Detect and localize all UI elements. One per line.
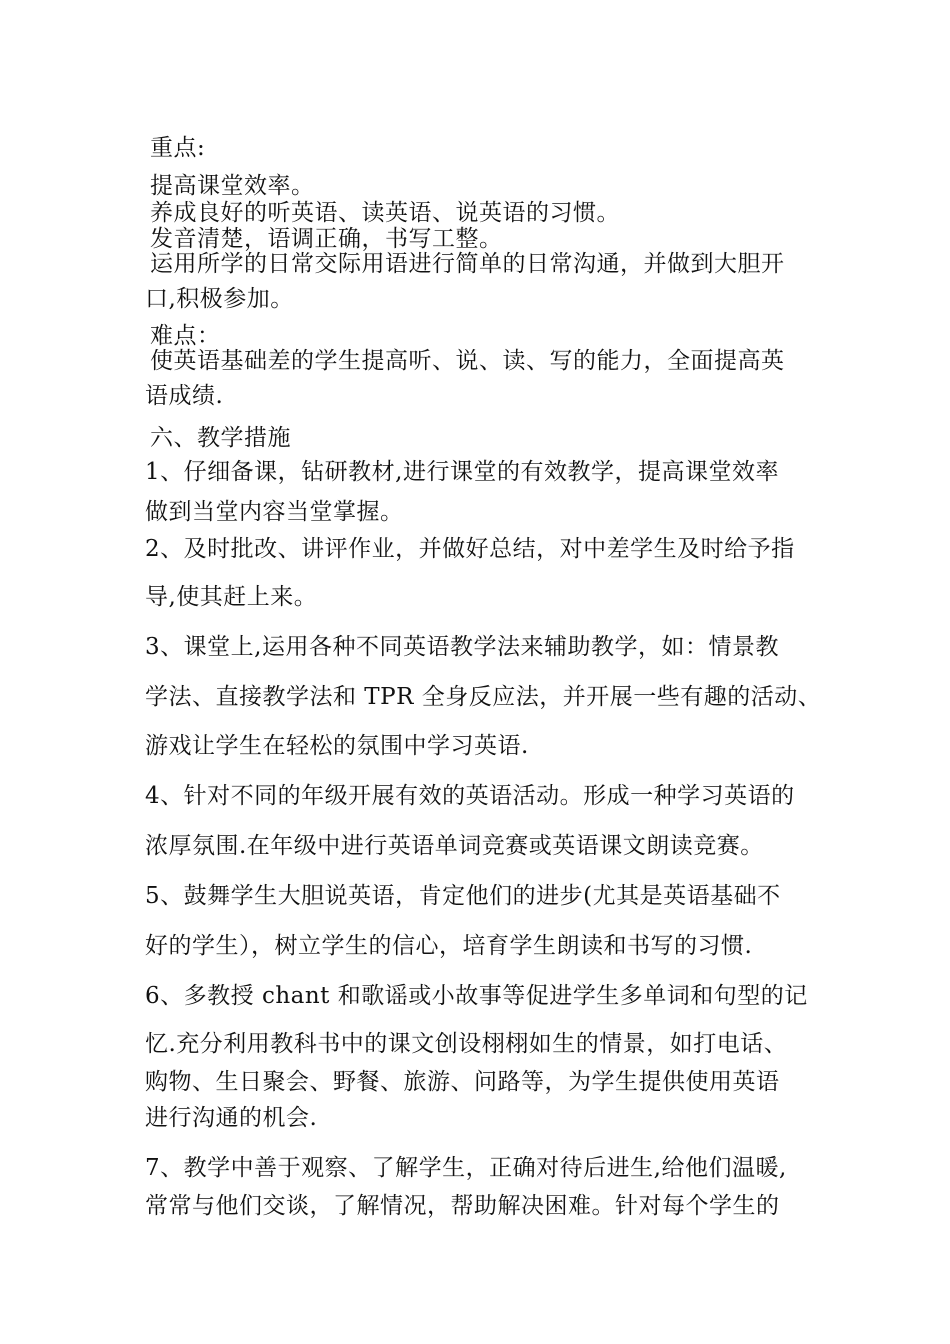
heading-difficulties: 难点： bbox=[150, 323, 221, 349]
text-line: 好的学生），树立学生的信心，培育学生朗读和书写的习惯. bbox=[145, 933, 753, 959]
text-line: 运用所学的日常交际用语进行简单的日常沟通，并做到大胆开 bbox=[150, 251, 785, 277]
heading-key-points: 重点: bbox=[150, 135, 206, 161]
heading-teaching-measures: 六、教学措施 bbox=[150, 425, 291, 451]
text-line: 购物、生日聚会、野餐、旅游、问路等，为学生提供使用英语 bbox=[145, 1069, 780, 1095]
measure-item: 5、鼓舞学生大胆说英语，肯定他们的进步(尤其是英语基础不 bbox=[145, 883, 781, 909]
measure-item: 6、多教授 chant 和歌谣或小故事等促进学生多单词和句型的记 bbox=[145, 983, 808, 1009]
text-line: 发音清楚，语调正确，书写工整。 bbox=[150, 226, 503, 252]
text-line: 使英语基础差的学生提高听、说、读、写的能力，全面提高英 bbox=[150, 348, 785, 374]
measure-item: 1、仔细备课，钻研教材,进行课堂的有效教学，提高课堂效率 bbox=[145, 459, 779, 485]
text-line: 进行沟通的机会. bbox=[145, 1105, 318, 1131]
measure-item: 4、针对不同的年级开展有效的英语活动。形成一种学习英语的 bbox=[145, 783, 795, 809]
text-line: 养成良好的听英语、读英语、说英语的习惯。 bbox=[150, 200, 620, 226]
text-line: 导,使其赶上来。 bbox=[145, 584, 318, 610]
text-line: 提高课堂效率。 bbox=[150, 173, 315, 199]
measure-item: 7、教学中善于观察、了解学生，正确对待后进生,给他们温暖, bbox=[145, 1155, 787, 1181]
measure-item: 3、课堂上,运用各种不同英语教学法来辅助教学，如：情景教 bbox=[145, 634, 779, 660]
text-line: 口,积极参加。 bbox=[145, 286, 294, 312]
text-line: 忆.充分利用教科书中的课文创设栩栩如生的情景，如打电话、 bbox=[145, 1031, 788, 1057]
measure-item: 2、及时批改、讲评作业，并做好总结，对中差学生及时给予指 bbox=[145, 536, 795, 562]
text-line: 常常与他们交谈，了解情况，帮助解决困难。针对每个学生的 bbox=[145, 1193, 780, 1219]
text-line: 游戏让学生在轻松的氛围中学习英语. bbox=[145, 733, 529, 759]
text-line: 做到当堂内容当堂掌握。 bbox=[145, 499, 404, 525]
text-line: 语成绩. bbox=[145, 383, 224, 409]
text-line: 浓厚氛围.在年级中进行英语单词竞赛或英语课文朗读竞赛。 bbox=[145, 833, 764, 859]
text-line: 学法、直接教学法和 TPR 全身反应法，并开展一些有趣的活动、 bbox=[145, 684, 822, 710]
